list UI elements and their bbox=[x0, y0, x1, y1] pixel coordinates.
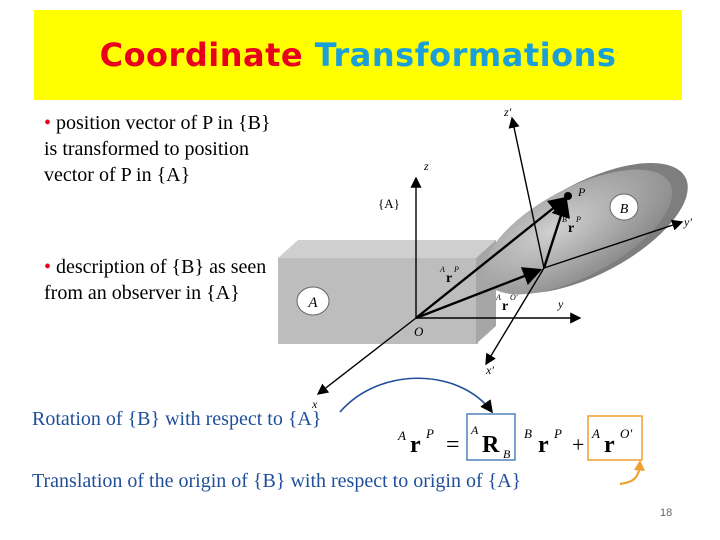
label-point-p: P bbox=[578, 185, 586, 199]
bullet-text: position vector of P in {B} is transformed to position vector of P in {A} bbox=[44, 112, 271, 186]
bullet-marker: • bbox=[44, 112, 52, 134]
rotation-caption: Rotation of {B} with respect to {A} bbox=[32, 408, 322, 430]
label-y-prime: y' bbox=[684, 215, 692, 229]
eq-rot-sub: B bbox=[503, 447, 511, 461]
eq-vec3-sym: r bbox=[604, 432, 615, 458]
frame-b-badge-label: B bbox=[619, 202, 629, 217]
eq-vec2-sup: B bbox=[524, 426, 532, 441]
title-word-transformations: Transformations bbox=[314, 36, 617, 74]
title-word-coordinate: Coordinate bbox=[99, 36, 304, 74]
rotation-arrow bbox=[340, 378, 492, 412]
eq-lhs-sym: r bbox=[410, 432, 421, 458]
label-z: z bbox=[424, 159, 429, 173]
label-vec-b-p-sup: B bbox=[562, 215, 567, 224]
label-y: y bbox=[558, 297, 564, 311]
label-origin-o-prime: O' bbox=[528, 266, 541, 281]
eq-rot-sup: A bbox=[471, 423, 479, 437]
page-number: 18 bbox=[660, 507, 673, 519]
eq-vec3-sub: O' bbox=[620, 426, 633, 441]
block-top-face bbox=[278, 240, 496, 258]
eq-rot-sym: R bbox=[482, 432, 500, 458]
label-vec-a-p-sym: r bbox=[446, 271, 453, 286]
translation-caption: Translation of the origin of {B} with respect to origin of {A} bbox=[32, 470, 522, 492]
label-vec-b-p-sub: P bbox=[576, 215, 581, 224]
frame-a-badge-label: A bbox=[308, 295, 318, 311]
bullet-marker: • bbox=[44, 256, 52, 278]
eq-plus: + bbox=[572, 432, 585, 457]
bullet-text: description of {B} as seen from an observer in {A} bbox=[44, 256, 267, 304]
label-vec-b-p-sym: r bbox=[568, 221, 575, 236]
label-vec-a-o-sym: r bbox=[502, 299, 509, 314]
label-origin-o: O bbox=[414, 324, 424, 339]
label-z-prime: z' bbox=[504, 105, 512, 119]
eq-equals: = bbox=[446, 432, 460, 458]
frame-a-label: {A} bbox=[378, 196, 400, 211]
label-x: x bbox=[312, 397, 318, 411]
label-vec-a-p-sup: A bbox=[440, 265, 445, 274]
label-vec-a-o-sup: A bbox=[496, 293, 501, 302]
eq-lhs-sup: A bbox=[398, 428, 406, 443]
translation-arrowhead bbox=[634, 460, 645, 471]
label-vec-a-p-sub: P bbox=[454, 265, 459, 274]
eq-lhs-sub: P bbox=[426, 426, 434, 441]
eq-vec2-sym: r bbox=[538, 432, 549, 458]
label-vec-a-o-sub: O' bbox=[510, 293, 518, 302]
label-x-prime: x' bbox=[486, 363, 494, 377]
point-p-dot bbox=[564, 192, 572, 200]
eq-vec3-sup: A bbox=[592, 426, 600, 441]
eq-vec2-sub: P bbox=[554, 426, 562, 441]
